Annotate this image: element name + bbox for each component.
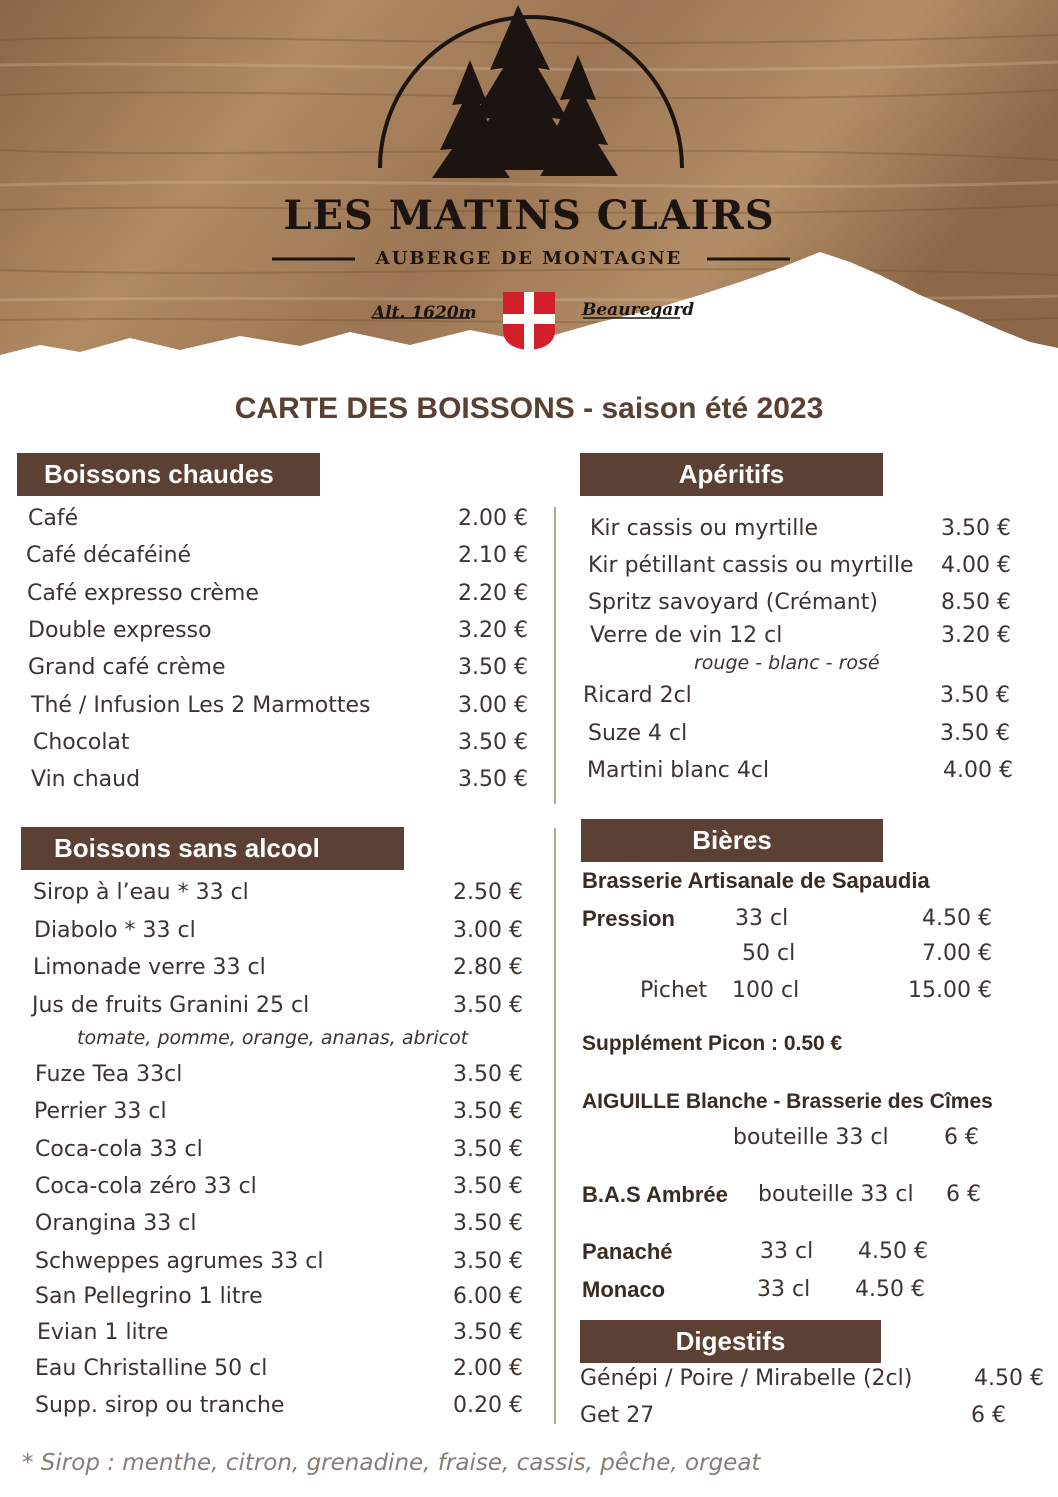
savoie-shield-icon xyxy=(503,292,555,350)
pression-row-size: 100 cl xyxy=(732,978,800,1003)
brewery-name: Brasserie Artisanale de Sapaudia xyxy=(582,868,930,893)
menu-item-price: 2.50 € xyxy=(453,880,523,905)
menu-item-price: 3.20 € xyxy=(458,618,528,643)
juice-flavors-note: tomate, pomme, orange, ananas, abricot xyxy=(77,1027,469,1049)
menu-item-price: 2.80 € xyxy=(453,955,523,980)
menu-item-name: Sirop à l’eau * 33 cl xyxy=(33,880,249,905)
menu-item-price: 0.20 € xyxy=(453,1393,523,1418)
menu-item-price: 8.50 € xyxy=(941,590,1011,615)
menu-item-name: Diabolo * 33 cl xyxy=(34,918,196,943)
picon-supplement: Supplément Picon : 0.50 € xyxy=(582,1032,843,1055)
panache-price: 4.50 € xyxy=(858,1239,928,1264)
menu-item-name: Fuze Tea 33cl xyxy=(35,1062,183,1087)
menu-item-price: 2.10 € xyxy=(458,543,528,568)
menu-item-price: 2.00 € xyxy=(453,1356,523,1381)
page-title: CARTE DES BOISSONS - saison été 2023 xyxy=(234,392,824,425)
menu-item-name: Kir pétillant cassis ou myrtille xyxy=(588,553,914,578)
wood-header xyxy=(0,0,1058,390)
menu-item-name: Martini blanc 4cl xyxy=(587,758,770,783)
menu-item-price: 3.00 € xyxy=(458,693,528,718)
menu-item-name: Café expresso crème xyxy=(27,581,259,606)
menu-item-name: Double expresso xyxy=(28,618,212,643)
aiguille-beer-price: 6 € xyxy=(944,1125,979,1150)
menu-item-name: Ricard 2cl xyxy=(583,683,692,708)
monaco-size: 33 cl xyxy=(757,1277,811,1302)
menu-item-price: 3.50 € xyxy=(453,1320,523,1345)
location-label: Beauregard xyxy=(582,300,695,320)
column-divider xyxy=(554,507,556,804)
section-heading-beers: Bières xyxy=(581,819,883,862)
menu-item-name: Schweppes agrumes 33 cl xyxy=(35,1249,324,1274)
digestif-name: Génépi / Poire / Mirabelle (2cl) xyxy=(580,1366,913,1391)
column-divider xyxy=(554,828,556,1424)
menu-item-price: 3.50 € xyxy=(453,1099,523,1124)
menu-item-price: 3.50 € xyxy=(453,993,523,1018)
menu-item-price: 3.50 € xyxy=(453,1249,523,1274)
altitude-label: Alt. 1620m xyxy=(372,303,477,323)
digestif-price: 6 € xyxy=(971,1403,1006,1428)
menu-item-name: Kir cassis ou myrtille xyxy=(590,516,819,541)
monaco-price: 4.50 € xyxy=(855,1277,925,1302)
menu-item-name: Verre de vin 12 cl xyxy=(590,623,783,648)
menu-item-price: 2.20 € xyxy=(458,581,528,606)
bas-beer-detail: bouteille 33 cl xyxy=(758,1182,914,1207)
section-heading-aperitifs: Apéritifs xyxy=(580,453,883,496)
menu-item-name: Perrier 33 cl xyxy=(34,1099,167,1124)
digestif-name: Get 27 xyxy=(580,1403,655,1428)
menu-item-name: Chocolat xyxy=(33,730,130,755)
pression-row-price: 4.50 € xyxy=(922,906,992,931)
menu-item-name: Grand café crème xyxy=(28,655,226,680)
menu-item-name: Evian 1 litre xyxy=(37,1320,169,1345)
menu-item-price: 3.50 € xyxy=(458,730,528,755)
menu-item-price: 4.00 € xyxy=(943,758,1013,783)
section-heading-hot-drinks: Boissons chaudes xyxy=(17,453,320,496)
aiguille-beer-detail: bouteille 33 cl xyxy=(733,1125,889,1150)
menu-item-price: 3.50 € xyxy=(941,516,1011,541)
digestif-price: 4.50 € xyxy=(974,1366,1044,1391)
menu-item-price: 3.50 € xyxy=(458,767,528,792)
menu-item-name: Spritz savoyard (Crémant) xyxy=(588,590,878,615)
menu-item-price: 3.00 € xyxy=(453,918,523,943)
menu-item-name: Suze 4 cl xyxy=(588,721,688,746)
menu-item-price: 3.50 € xyxy=(458,655,528,680)
pression-row-price: 15.00 € xyxy=(908,978,992,1003)
brand-name: LES MATINS CLAIRS xyxy=(283,192,775,239)
section-heading-digestifs: Digestifs xyxy=(580,1320,881,1363)
menu-item-name: Jus de fruits Granini 25 cl xyxy=(32,993,310,1018)
brand-tagline: AUBERGE DE MONTAGNE xyxy=(375,248,683,269)
bas-beer-price: 6 € xyxy=(946,1182,981,1207)
menu-item-name: Café xyxy=(28,506,79,531)
menu-item-name: San Pellegrino 1 litre xyxy=(35,1284,263,1309)
syrup-footnote: * Sirop : menthe, citron, grenadine, fraise, cassis, pêche, orgeat xyxy=(22,1450,761,1476)
menu-item-name: Coca-cola 33 cl xyxy=(35,1137,203,1162)
menu-item-name: Coca-cola zéro 33 cl xyxy=(35,1174,257,1199)
menu-item-price: 3.50 € xyxy=(453,1174,523,1199)
menu-item-price: 3.50 € xyxy=(453,1062,523,1087)
pression-row-size: 50 cl xyxy=(742,941,796,966)
menu-item-price: 3.50 € xyxy=(453,1137,523,1162)
menu-item-name: Thé / Infusion Les 2 Marmottes xyxy=(31,693,371,718)
menu-item-price: 3.50 € xyxy=(453,1211,523,1236)
pression-row-price: 7.00 € xyxy=(922,941,992,966)
menu-item-price: 2.00 € xyxy=(458,506,528,531)
pression-row-label: Pichet xyxy=(640,978,708,1003)
monaco-name: Monaco xyxy=(582,1277,666,1302)
menu-item-name: Limonade verre 33 cl xyxy=(33,955,266,980)
menu-item-price: 4.00 € xyxy=(941,553,1011,578)
panache-name: Panaché xyxy=(582,1239,673,1264)
menu-item-name: Supp. sirop ou tranche xyxy=(35,1393,285,1418)
menu-item-price: 3.20 € xyxy=(941,623,1011,648)
wine-colors-note: rouge - blanc - rosé xyxy=(694,652,880,674)
pression-label: Pression xyxy=(582,906,675,931)
menu-item-name: Eau Christalline 50 cl xyxy=(35,1356,268,1381)
menu-item-name: Café décaféiné xyxy=(26,543,192,568)
menu-item-name: Vin chaud xyxy=(31,767,141,792)
section-heading-soft-drinks: Boissons sans alcool xyxy=(21,827,404,870)
bas-beer-name: B.A.S Ambrée xyxy=(582,1182,728,1207)
pression-row-size: 33 cl xyxy=(735,906,789,931)
menu-item-name: Orangina 33 cl xyxy=(35,1211,197,1236)
menu-item-price: 3.50 € xyxy=(940,683,1010,708)
aiguille-beer-name: AIGUILLE Blanche - Brasserie des Cîmes xyxy=(582,1090,993,1113)
menu-item-price: 3.50 € xyxy=(940,721,1010,746)
menu-item-price: 6.00 € xyxy=(453,1284,523,1309)
panache-size: 33 cl xyxy=(760,1239,814,1264)
